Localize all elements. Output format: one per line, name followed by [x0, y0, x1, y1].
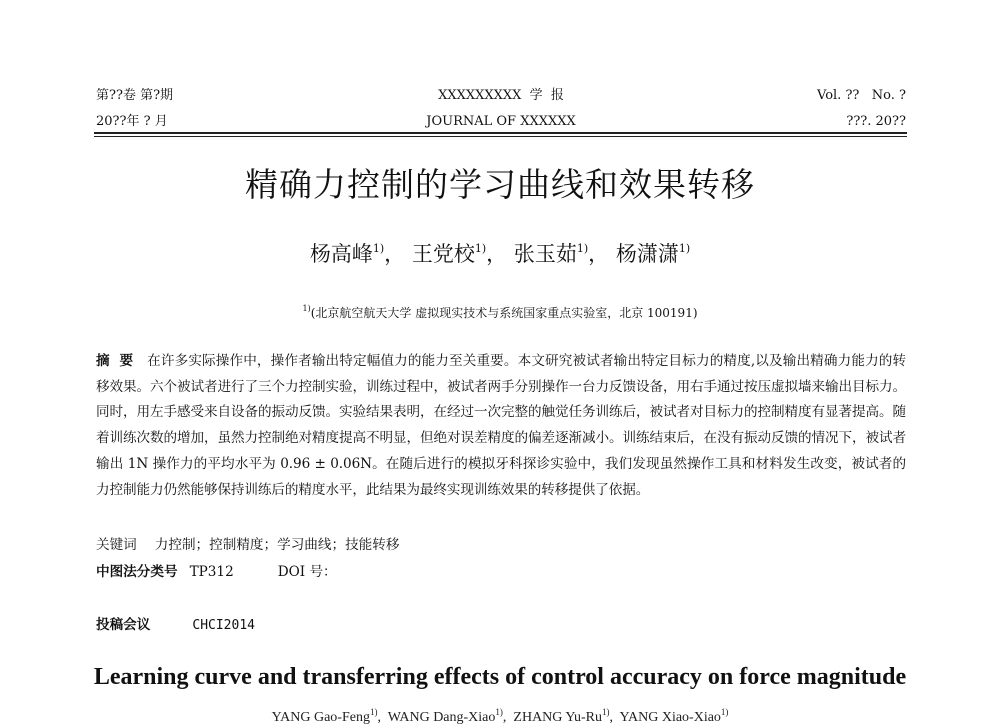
classification-value: TP312 — [189, 564, 234, 580]
author-name-en: WANG Dang-Xiao — [387, 710, 496, 725]
affiliation-sup: 1) — [302, 304, 311, 313]
author-name: 张玉茹 — [513, 242, 577, 266]
author-sup: 1) — [369, 707, 378, 717]
author-name: 王党校 — [411, 242, 475, 266]
issue-date-en: ???. 20?? — [846, 114, 906, 129]
header-rule — [94, 132, 907, 134]
author-list-en: YANG Gao-Feng$^{1)}$, WANG Dang-Xiao$^{1)}$, ZHANG Yu-Ru$^{1)}$, YANG Xiao-Xiao$^{1)}$ — [271, 707, 729, 725]
vol-no: Vol. ?? No. ? — [817, 88, 906, 103]
author-separator: ， — [486, 242, 508, 266]
classification-row — [96, 561, 906, 583]
keywords-text: 力控制；控制精度；学习曲线；技能转移 — [154, 537, 400, 553]
author-sup: 1) — [601, 707, 610, 717]
journal-header-bottom — [96, 114, 906, 130]
conference-row — [96, 614, 906, 637]
author-list-cn — [0, 234, 1000, 269]
affiliation — [0, 300, 1000, 322]
author-sup: 1) — [372, 242, 385, 255]
keywords-label: 关键词 — [96, 537, 137, 553]
author-separator: ， — [384, 242, 406, 266]
conference-label: 投稿会议 — [96, 617, 151, 633]
journal-name-cn: XXXXXXXXX 学 报 — [438, 88, 564, 103]
author-sup: 1) — [720, 707, 729, 717]
volume-issue: 第??卷 第?期 — [96, 88, 174, 103]
author-name-en: YANG Gao-Feng — [271, 710, 370, 725]
paper-title-en: Learning curve and transferring effects of control accuracy on force magnitude — [93, 664, 907, 690]
keywords — [96, 534, 906, 556]
journal-name-en: JOURNAL OF XXXXXX — [426, 114, 576, 129]
classification-label: 中图法分类号 — [96, 564, 178, 580]
author-sup: 1) — [678, 242, 691, 255]
header-rule-thin — [94, 136, 907, 137]
author-name-en: ZHANG Yu-Ru — [513, 710, 602, 725]
paper-title-cn: 精确力控制的学习曲线和效果转移 — [245, 165, 755, 204]
author-separator: ， — [588, 242, 610, 266]
author-name: 杨高峰 — [309, 242, 373, 266]
author-name-en: YANG Xiao-Xiao — [619, 710, 721, 725]
affiliation-text: (北京航空航天大学 虚拟现实技术与系统国家重点实验室，北京 100191) — [310, 306, 698, 320]
author-sup: 1) — [495, 707, 503, 717]
abstract-label: 摘 要 — [96, 353, 134, 369]
abstract-text: 在许多实际操作中，操作者输出特定幅值力的能力至关重要。本文研究被试者输出特定目标力的精度,以及输出精确力能力的转移效果。六个被试者进行了三个力控制实验，训练过程中，被试者两手分别操作一台力反馈设备，用右手通过按压虚拟墙来输出目标力。同时，用左手感受来自设备的振动反馈。实验结果表明，在经过一次完整的触觉任务训练后，被试者对目标力的控制精度有显著提高。随着训练次数的增加，虽然力控制绝对精度提高不明显，但绝对误差精度的偏差逐渐减小。训练结束后，在没有振动反馈的情况下，被试者输出 1N 操作力的平均水平为 0.96 ± 0.06N。在随后进行的模拟牙科探诊实验中，我们发现虽然操作工具和材料发生改变，被试者的力控制能力仍然能够保持训练后的精度水平，此结果为最终实现训练效果的转移提供了依据。 — [96, 353, 906, 498]
author-sup: 1) — [576, 242, 589, 255]
author-name: 杨潇潇 — [615, 242, 679, 266]
journal-header-top — [96, 88, 906, 104]
author-sup: 1) — [474, 242, 487, 255]
doi-label: DOI 号： — [277, 564, 337, 580]
issue-date-cn: 20??年 ? 月 — [96, 114, 168, 129]
conference-value: CHCI2014 — [192, 618, 255, 633]
abstract — [96, 349, 906, 503]
